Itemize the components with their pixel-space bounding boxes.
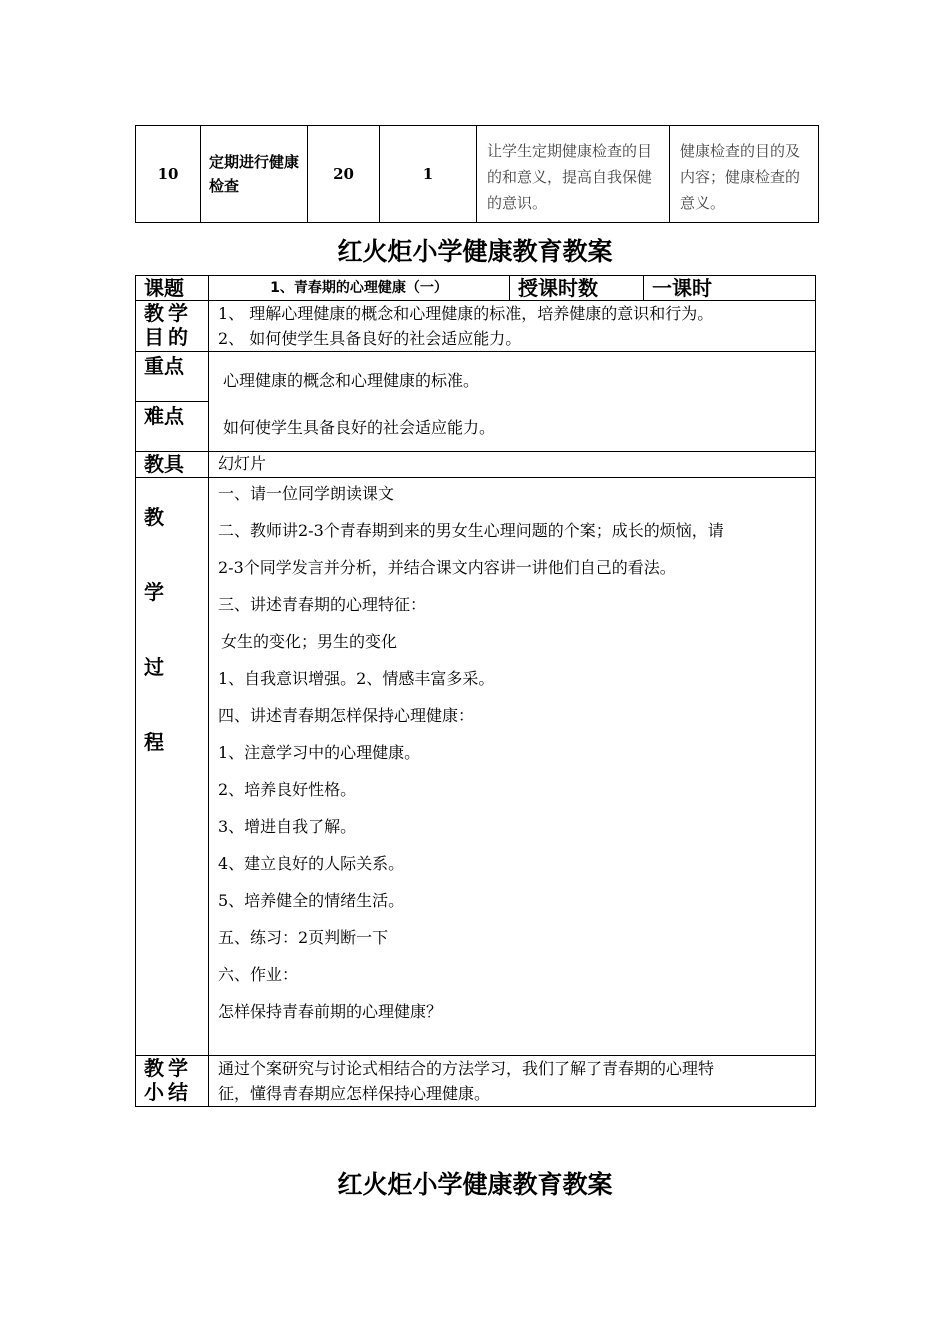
goal-cell: [209, 301, 816, 352]
table-row-tools: [136, 452, 816, 478]
page-title: 红火炬小学健康教育教案: [337, 237, 613, 266]
process-label-char-3: 过: [144, 655, 164, 679]
process-line: 怎样保持青春前期的心理健康？: [218, 1002, 443, 1021]
tools-label: 教具: [136, 452, 209, 478]
process-label-char-1: 教: [144, 505, 164, 529]
goal-line-1: 1、 理解心理健康的概念和心理健康的标准，培养健康的意识和行为。: [218, 304, 714, 323]
process-line: 1、注意学习中的心理健康。: [218, 743, 421, 762]
previous-lesson-table: [135, 125, 819, 223]
summary-cell: [209, 1056, 816, 1107]
table-row-key: [136, 352, 816, 402]
process-label-char-4: 程: [144, 730, 164, 754]
lesson-goal: 让学生定期健康检查的目的和意义，提高自我保健的意识。: [477, 126, 670, 223]
process-label-cell: [136, 478, 209, 1056]
summary-line-2: 征，懂得青春期应怎样保持心理健康。: [218, 1084, 491, 1103]
topic-label: 课题: [136, 276, 209, 301]
summary-label-cell: [136, 1056, 209, 1107]
process-line: 四、讲述青春期怎样保持心理健康：: [218, 706, 475, 725]
key-label: 重点: [136, 352, 209, 402]
process-line: 2-3个同学发言并分析，并结合课文内容讲一讲他们自己的看法。: [218, 558, 676, 577]
lesson-count: 1: [380, 126, 477, 223]
process-line: 2、培养良好性格。: [218, 780, 357, 799]
tools-value: 幻灯片: [209, 452, 816, 478]
difficulty-text: 如何使学生具备良好的社会适应能力。: [223, 418, 496, 437]
process-line: 3、增进自我了解。: [218, 817, 357, 836]
goal-line-2: 2、 如何使学生具备良好的社会适应能力。: [218, 329, 522, 348]
process-line: 三、讲述青春期的心理特征：: [218, 595, 427, 614]
topic-value: 1、青春期的心理健康（一）: [209, 276, 510, 301]
table-row-summary: [136, 1056, 816, 1107]
lesson-plan-table: [135, 275, 816, 1107]
process-cell: [209, 478, 816, 1056]
process-line: 二、教师讲2-3个青春期到来的男女生心理问题的个案；成长的烦恼，请: [218, 521, 724, 540]
key-text: 心理健康的概念和心理健康的标准。: [223, 371, 480, 390]
lesson-hours: 20: [308, 126, 380, 223]
lesson-number: 10: [136, 126, 201, 223]
next-page-title: 红火炬小学健康教育教案: [337, 1170, 613, 1199]
summary-line-1: 通过个案研究与讨论式相结合的方法学习，我们了解了青春期的心理特: [218, 1059, 715, 1078]
process-label-char-2: 学: [144, 580, 164, 604]
process-line: 一、请一位同学朗读课文: [218, 484, 395, 503]
process-line: 五、练习：2页判断一下: [218, 928, 389, 947]
difficulty-label: 难点: [136, 402, 209, 452]
lesson-name: 定期进行健康检查: [201, 126, 308, 223]
goal-label-cell: [136, 301, 209, 352]
table-row-process: [136, 478, 816, 1056]
hours-value: 一课时: [644, 276, 816, 301]
process-line: 4、建立良好的人际关系。: [218, 854, 405, 873]
goal-label: 教学目的: [144, 301, 192, 349]
table-row: [136, 126, 819, 223]
process-line: 女生的变化；男生的变化: [221, 632, 398, 651]
hours-label: 授课时数: [510, 276, 644, 301]
process-line: 1、自我意识增强。2、情感丰富多采。: [218, 669, 495, 688]
key-difficulty-cell: [209, 352, 816, 452]
table-row-topic: [136, 276, 816, 301]
lesson-content: 健康检查的目的及内容；健康检查的意义。: [670, 126, 819, 223]
process-line: 六、作业：: [218, 965, 299, 984]
process-line: 5、培养健全的情绪生活。: [218, 891, 405, 910]
table-row-goal: [136, 301, 816, 352]
summary-label: 教学小结: [144, 1056, 192, 1104]
